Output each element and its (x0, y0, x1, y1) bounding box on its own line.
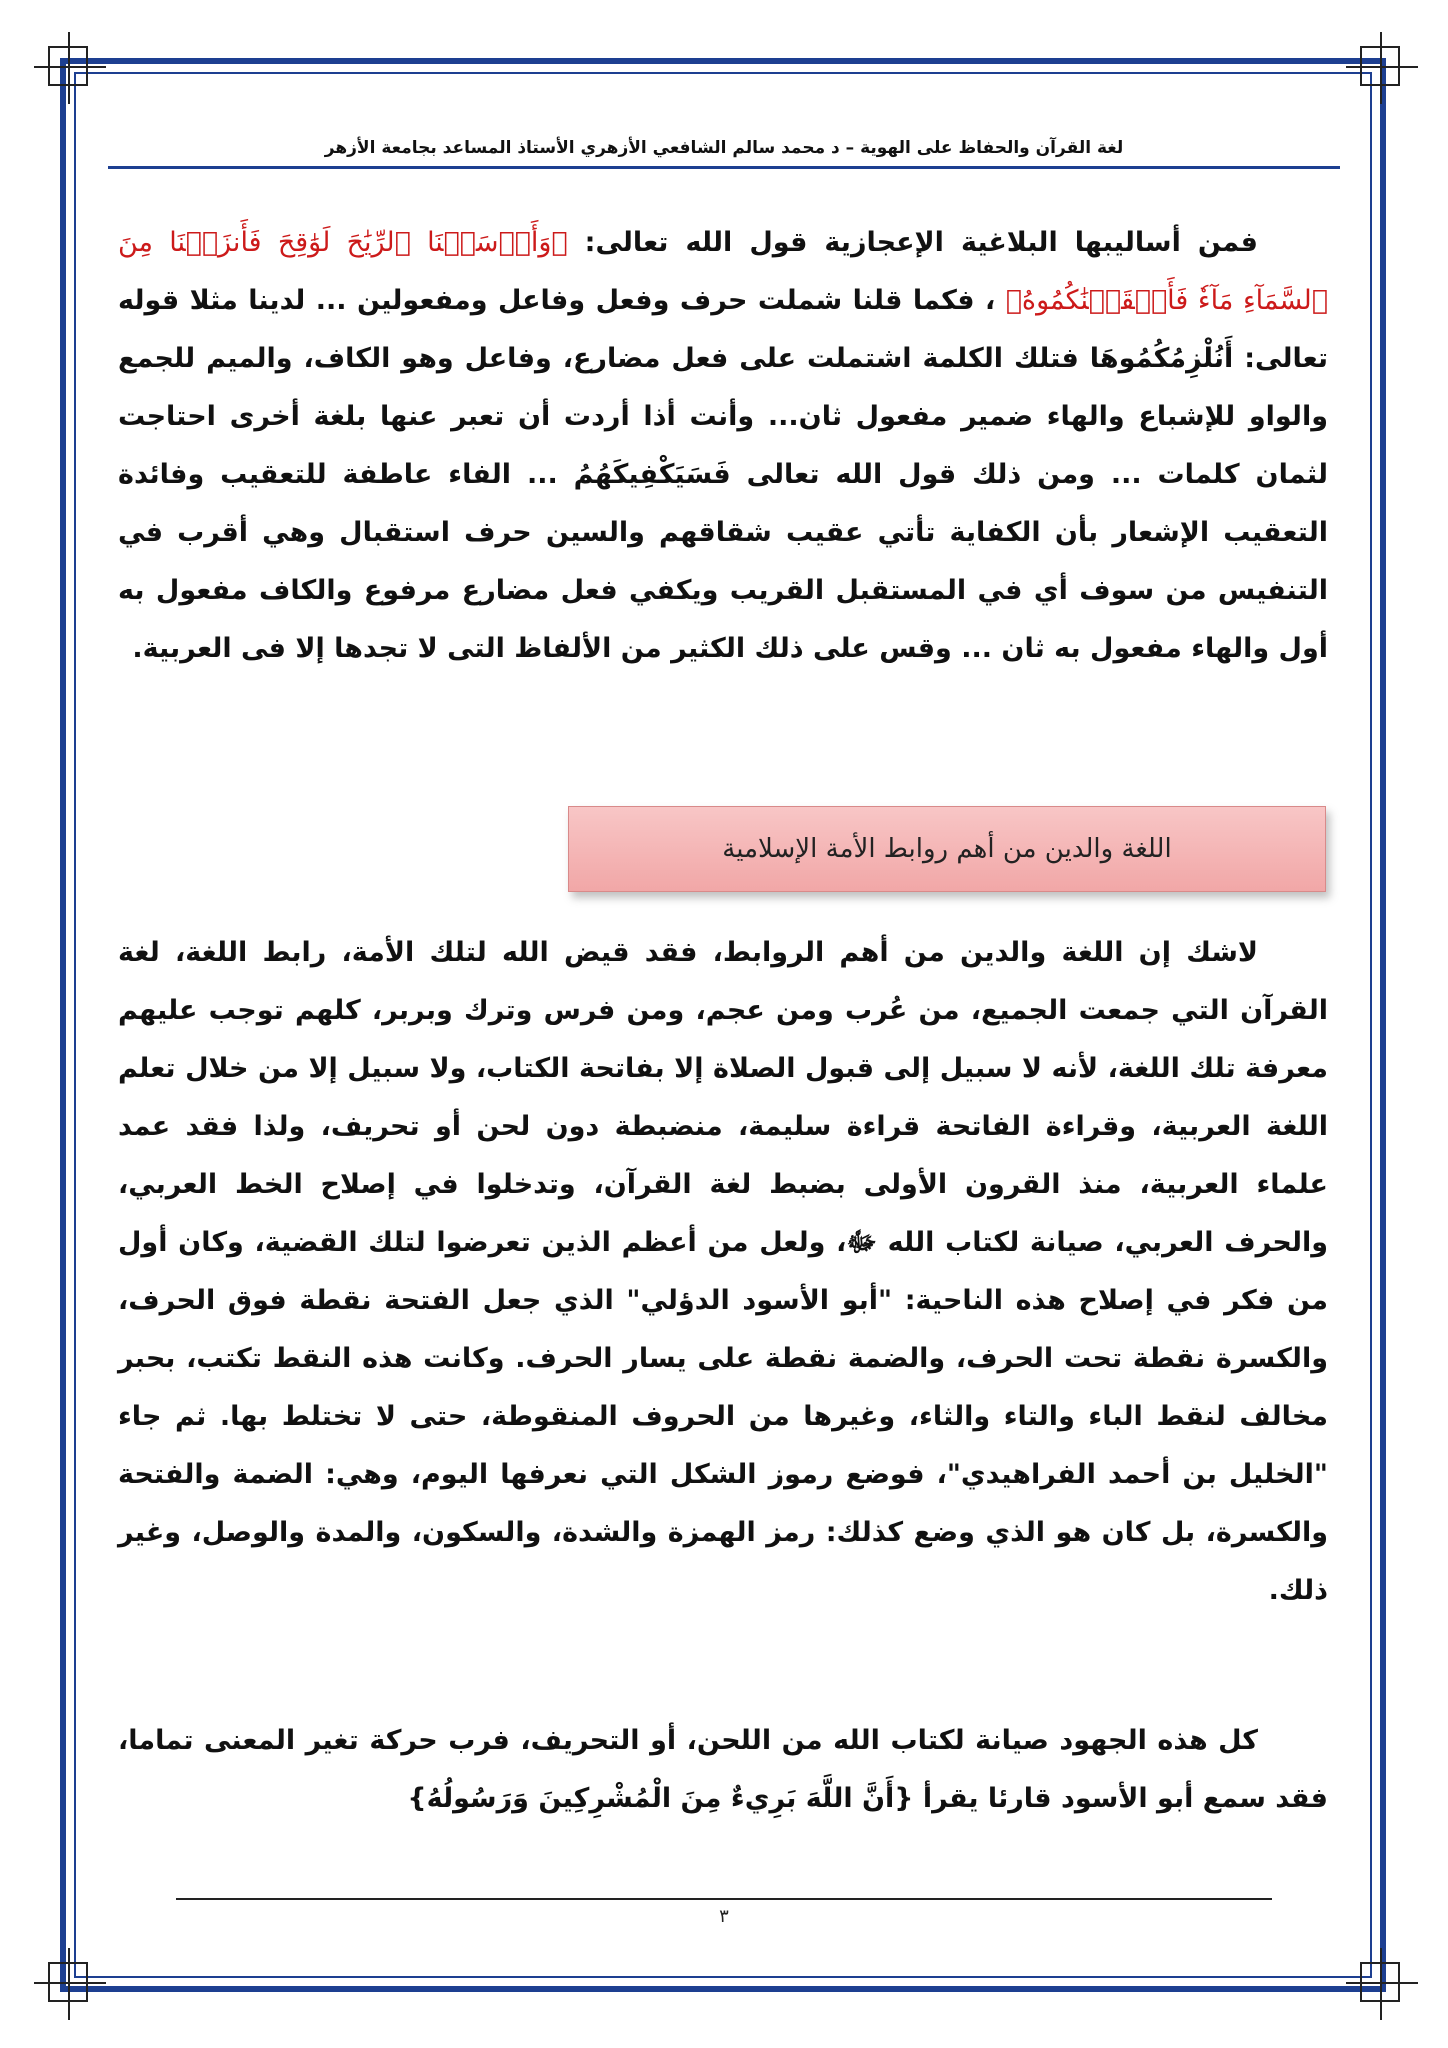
body-text-middle (118, 924, 1328, 1620)
paragraph-intro: فمن أساليبها البلاغية الإعجازية قول الله تعالى: (567, 227, 1258, 258)
paragraph: كل هذه الجهود صيانة لكتاب الله من اللحن، أو التحريف، فرب حركة تغير المعنى تماما، فقد سمع أبو الأسود قارئا يقرأ {أَنَّ اللَّهَ بَرِيءٌ مِنَ الْمُشْرِكِينَ وَرَسُولُهُ} (118, 1725, 1328, 1814)
paragraph-body: ، فكما قلنا شملت حرف وفعل وفاعل ومفعولين ... لدينا مثلا قوله تعالى: أَنُلْزِمُكُمُوهَا فتلك الكلمة اشتملت على فعل مضارع، وفاعل وهو الكاف، والميم للجمع والواو للإشباع والهاء ضمير مفعول ثان... وأنت أذا أردت أن تعبر عنها بلغة أخرى احتاجت لثمان كلمات ... ومن ذلك قول الله تعالى فَسَيَكْفِيكَهُمُ ... الفاء عاطفة للتعقيب وفائدة التعقيب الإشعار بأن الكفاية تأتي عقيب شقاقهم والسين حرف استقبال وهي أقرب في التنفيس من سوف أي في المستقبل القريب ويكفي فعل مضارع مرفوع والكاف مفعول به أول والهاء مفعول به ثان ... وقس على ذلك الكثير من الألفاظ التى لا تجدها إلا فى العربية. (118, 285, 1328, 664)
quran-verse: ﴿وَأَرۡسَلۡنَا ٱلرِّيَٰحَ لَوَٰقِحَ فَأَنزَلۡنَا مِنَ ٱلسَّمَآءِ مَآءٗ فَأَسۡقَيۡنَٰكُمُوهُ﴾ (118, 227, 1328, 316)
paragraph: لاشك إن اللغة والدين من أهم الروابط، فقد قيض الله لتلك الأمة، رابط اللغة، لغة القرآن التي جمعت الجميع، من عُرب ومن عجم، ومن فرس وترك وبربر، كلهم توجب عليهم معرفة تلك اللغة، لأنه لا سبيل إلى قبول الصلاة إلا بفاتحة الكتاب، ولا سبيل إلا من خلال تعلم اللغة العربية، وقراءة الفاتحة قراءة سليمة، منضبطة دون لحن أو تحريف، ولذا فقد عمد علماء العربية، منذ القرون الأولى بضبط لغة القرآن، وتدخلوا في إصلاح الخط العربي، والحرف العربي، صيانة لكتاب الله ﷻ، ولعل من أعظم الذين تعرضوا لتلك القضية، وكان أول من فكر في إصلاح هذه الناحية: "أبو الأسود الدؤلي" الذي جعل الفتحة نقطة فوق الحرف، والكسرة نقطة تحت الحرف، والضمة نقطة على يسار الحرف. وكانت هذه النقط تكتب، بحبر مخالف لنقط الباء والتاء والثاء، وغيرها من الحروف المنقوطة، حتى لا تختلط بها. ثم جاء "الخليل بن أحمد الفراهيدي"، فوضع رموز الشكل التي نعرفها اليوم، وهي: الضمة والفتحة والكسرة، بل كان هو الذي وضع كذلك: رمز الهمزة والشدة، والسكون، والمدة والوصل، وغير ذلك. (118, 937, 1328, 1606)
footer-divider (176, 1898, 1272, 1900)
corner-ornament-icon (1360, 1962, 1400, 2002)
header-divider (108, 166, 1340, 169)
corner-ornament-icon (48, 46, 88, 86)
paragraph (118, 214, 1328, 678)
section-heading-box: اللغة والدين من أهم روابط الأمة الإسلامية (568, 806, 1326, 892)
page-number: ٣ (719, 1906, 729, 1927)
running-header: لغة القرآن والحفاظ على الهوية – د محمد سالم الشافعي الأزهري الأستاذ المساعد بجامعة الأزهر (324, 138, 1124, 158)
corner-ornament-icon (1360, 46, 1400, 86)
body-text-bottom (118, 1712, 1328, 1828)
body-text-top (118, 214, 1328, 678)
corner-ornament-icon (48, 1962, 88, 2002)
